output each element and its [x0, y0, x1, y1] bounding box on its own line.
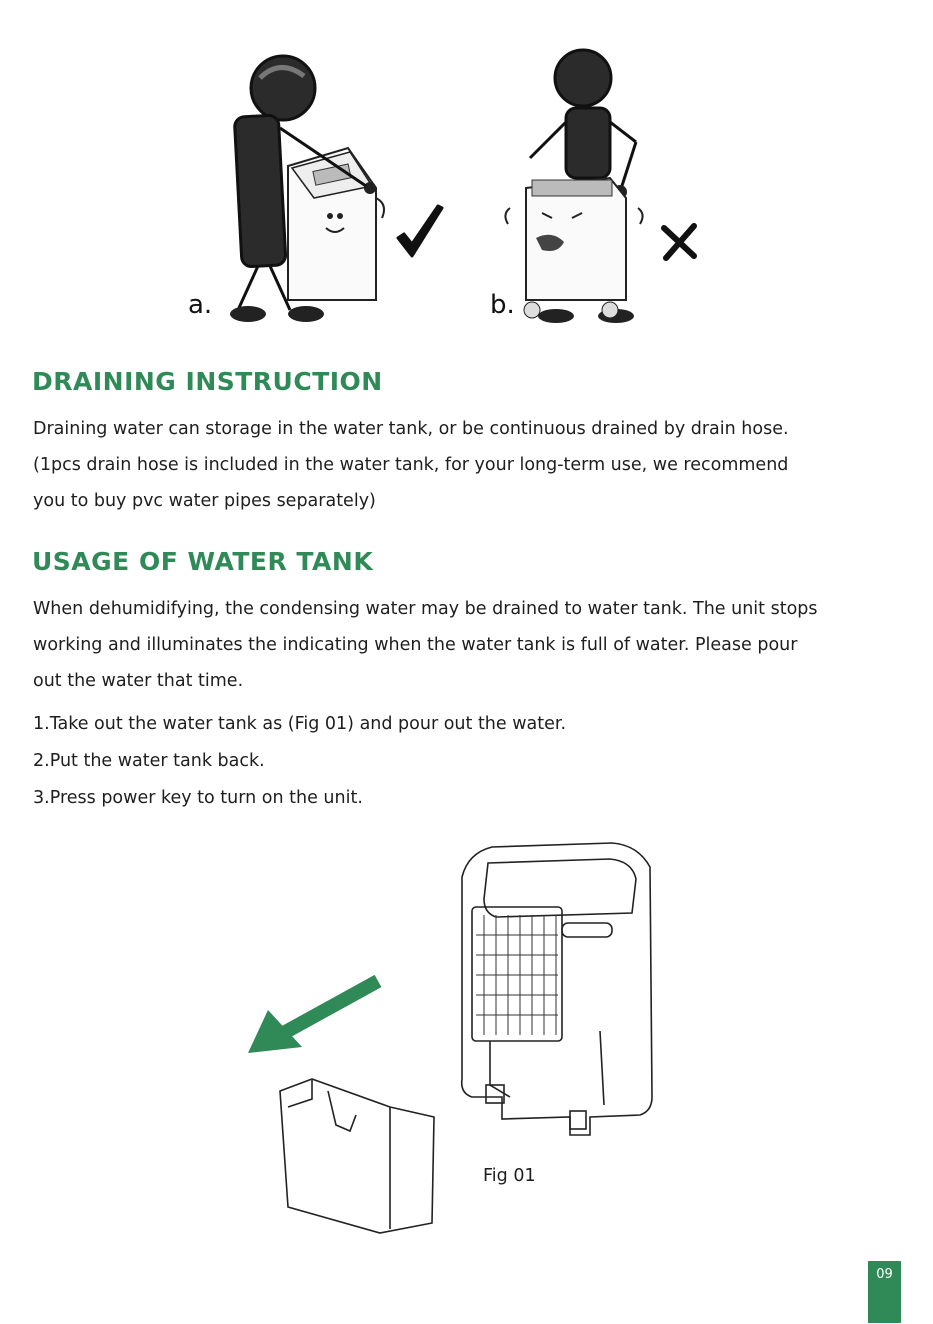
dehumidifier-body: [462, 843, 652, 1135]
check-mark-icon: [398, 206, 442, 256]
step-2: 2.Put the water tank back.: [33, 751, 265, 771]
usage-line-3: out the water that time.: [33, 671, 244, 691]
draining-paragraph: [33, 411, 893, 519]
draining-heading: DRAINING INSTRUCTION: [32, 367, 383, 396]
draining-line-1: Draining water can storage in the water tank, or be continuous drained by drain hose.: [33, 419, 789, 439]
steps-list: [33, 706, 566, 817]
water-tank: [280, 1079, 434, 1233]
draining-line-3: you to buy pvc water pipes separately): [33, 491, 376, 511]
label-b: b.: [490, 290, 515, 320]
usage-line-2: working and illuminates the indicating when the water tank is full of water. Please pour: [33, 635, 798, 655]
fig-01-illustration: [240, 835, 670, 1245]
remove-direction-arrow: [248, 981, 378, 1053]
page-number-tab: 09: [868, 1261, 901, 1323]
usage-line-1: When dehumidifying, the condensing water may be drained to water tank. The unit stops: [33, 599, 818, 619]
usage-heading: USAGE OF WATER TANK: [32, 547, 374, 576]
label-a: a.: [188, 290, 213, 320]
step-3: 3.Press power key to turn on the unit.: [33, 788, 363, 808]
usage-paragraph: [33, 591, 893, 699]
step-1: 1.Take out the water tank as (Fig 01) and pour out the water.: [33, 714, 567, 734]
carry-illustration: [180, 38, 720, 338]
draining-line-2: (1pcs drain hose is included in the water tank, for your long-term use, we recommend: [33, 455, 789, 475]
dehumidifier-unit-b: [505, 178, 642, 318]
cross-mark-icon: [664, 226, 694, 258]
figure-caption: Fig 01: [483, 1166, 536, 1186]
dehumidifier-unit-a: [280, 128, 384, 300]
